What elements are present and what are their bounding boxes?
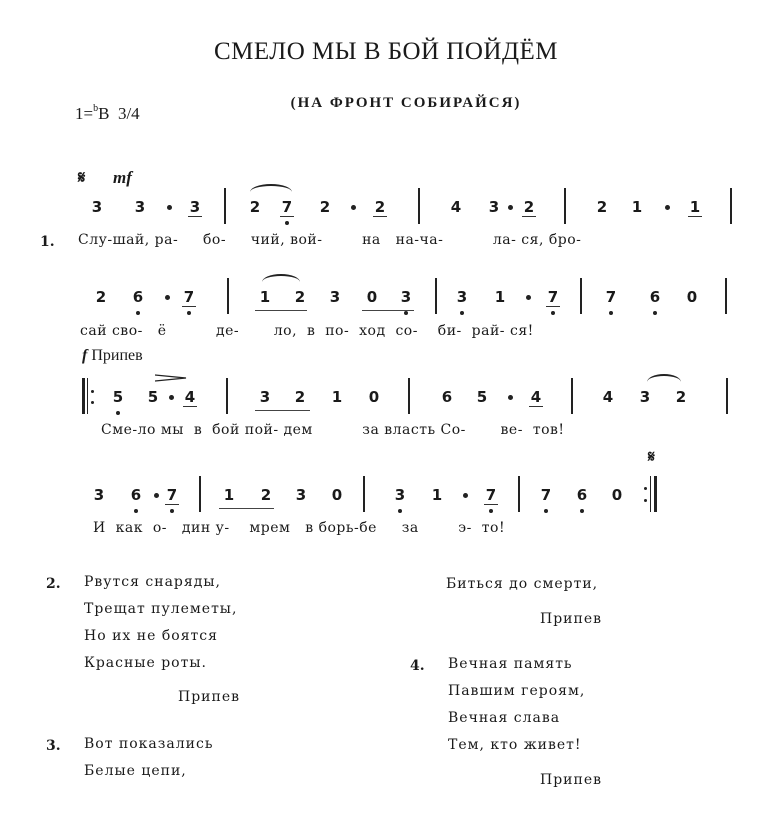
note: 0 xyxy=(331,486,343,504)
dynamic-mf: mf xyxy=(113,168,132,187)
lyrics-line-2: сай сво- ё де- ло, в по- ход со- би- рай- ся! xyxy=(80,323,534,339)
verse-line: Павшим героям, xyxy=(448,683,586,699)
beam-underline xyxy=(219,508,274,509)
lyrics-line-1: Слу-шай, ра- бо- чий, вой- на на-ча- ла- ся, бро- xyxy=(78,232,582,248)
note: 2 xyxy=(249,198,261,216)
barline xyxy=(571,378,573,414)
note: 3 xyxy=(639,388,651,406)
note: 7 xyxy=(547,288,559,306)
note: 2 xyxy=(523,198,535,216)
note: 3 xyxy=(91,198,103,216)
verse-line: Биться до смерти, xyxy=(446,576,599,592)
note: 3 xyxy=(93,486,105,504)
barline xyxy=(564,188,566,224)
note: 5 xyxy=(476,388,488,406)
augmentation-dot xyxy=(526,295,531,300)
note: 2 xyxy=(319,198,331,216)
notation-line-2 xyxy=(0,288,772,328)
augmentation-dot xyxy=(665,205,670,210)
note: 4 xyxy=(450,198,462,216)
verse-line: Красные роты. xyxy=(84,655,207,671)
barline xyxy=(408,378,410,414)
segno-icon: 𝄋 xyxy=(648,449,655,466)
note: 4 xyxy=(184,388,196,406)
verse-line: Вечная память xyxy=(448,656,573,672)
verse-4 xyxy=(448,651,585,759)
note: 1 xyxy=(631,198,643,216)
barline xyxy=(199,476,201,512)
verse-line: Белые цепи, xyxy=(84,763,187,779)
refrain-ref: Припев xyxy=(540,772,602,788)
accent-icon xyxy=(155,367,187,375)
note: 3 xyxy=(400,288,412,306)
note: 2 xyxy=(374,198,386,216)
dynamic-f: f xyxy=(82,347,88,364)
augmentation-dot xyxy=(463,493,468,498)
note: 2 xyxy=(596,198,608,216)
repeat-dot xyxy=(91,401,94,404)
note: 0 xyxy=(686,288,698,306)
note: 2 xyxy=(260,486,272,504)
note: 3 xyxy=(295,486,307,504)
verse-number-2: 2. xyxy=(46,576,61,592)
verse-3-continued xyxy=(446,571,598,598)
note: 2 xyxy=(95,288,107,306)
song-title: СМЕЛО МЫ В БОЙ ПОЙДЁМ xyxy=(213,38,559,65)
note: 3 xyxy=(456,288,468,306)
note: 1 xyxy=(494,288,506,306)
note: 1 xyxy=(223,486,235,504)
note: 2 xyxy=(294,288,306,306)
barline xyxy=(726,378,728,414)
verse-number-1: 1. xyxy=(40,234,55,250)
augmentation-dot xyxy=(508,395,513,400)
repeat-start-thin xyxy=(87,378,88,414)
lyrics-line-4: И как о- дин у- мрем в борь-бе за э- то! xyxy=(93,520,506,536)
flat-icon: b xyxy=(93,103,99,114)
augmentation-dot xyxy=(154,493,159,498)
repeat-end-thick xyxy=(654,476,657,512)
verse-line: Рвутся снаряды, xyxy=(84,574,221,590)
barline xyxy=(226,378,228,414)
note: 3 xyxy=(259,388,271,406)
verse-number-3: 3. xyxy=(46,738,61,754)
song-subtitle: (НА ФРОНТ СОБИРАЙСЯ) xyxy=(290,95,522,111)
repeat-dot xyxy=(91,390,94,393)
note: 3 xyxy=(134,198,146,216)
barline xyxy=(725,278,727,314)
beam-underline xyxy=(255,410,310,411)
verse-line: Но их не боятся xyxy=(84,628,218,644)
verse-line: Вот показались xyxy=(84,736,214,752)
note: 7 xyxy=(281,198,293,216)
augmentation-dot xyxy=(508,205,513,210)
augmentation-dot xyxy=(167,205,172,210)
key-signature xyxy=(75,103,140,124)
note: 1 xyxy=(331,388,343,406)
barline xyxy=(580,278,582,314)
note: 6 xyxy=(441,388,453,406)
note: 5 xyxy=(147,388,159,406)
note: 7 xyxy=(540,486,552,504)
note: 2 xyxy=(294,388,306,406)
verse-line: Тем, кто живет! xyxy=(448,737,582,753)
barline xyxy=(363,476,365,512)
repeat-end-thin xyxy=(650,476,651,512)
verse-3 xyxy=(84,731,213,785)
barline xyxy=(518,476,520,512)
key-prefix: 1= xyxy=(75,104,94,123)
barline xyxy=(227,278,229,314)
barline xyxy=(435,278,437,314)
key-note: B xyxy=(98,104,110,123)
beam-underline xyxy=(255,310,307,311)
verse-line: Вечная слава xyxy=(448,710,561,726)
note: 7 xyxy=(485,486,497,504)
note: 2 xyxy=(675,388,687,406)
repeat-start-thick xyxy=(82,378,85,414)
note: 5 xyxy=(112,388,124,406)
refrain-label: Припев xyxy=(91,347,143,364)
note: 7 xyxy=(605,288,617,306)
note: 6 xyxy=(132,288,144,306)
note: 6 xyxy=(649,288,661,306)
verse-line: Трещат пулеметы, xyxy=(84,601,238,617)
note: 6 xyxy=(130,486,142,504)
note: 0 xyxy=(611,486,623,504)
augmentation-dot xyxy=(169,395,174,400)
note: 1 xyxy=(689,198,701,216)
augmentation-dot xyxy=(351,205,356,210)
refrain-heading xyxy=(82,347,143,365)
note: 3 xyxy=(394,486,406,504)
note: 7 xyxy=(166,486,178,504)
barline xyxy=(224,188,226,224)
time-signature: 3/4 xyxy=(117,104,140,123)
note: 7 xyxy=(183,288,195,306)
note: 3 xyxy=(488,198,500,216)
note: 4 xyxy=(602,388,614,406)
repeat-dot xyxy=(644,487,647,490)
refrain-ref: Припев xyxy=(178,689,240,705)
note: 0 xyxy=(366,288,378,306)
verse-2 xyxy=(84,569,237,677)
repeat-dot xyxy=(644,499,647,502)
lyrics-line-3: Сме-ло мы в бой пой- дем за власть Со- ве- тов! xyxy=(101,422,565,438)
note: 4 xyxy=(530,388,542,406)
augmentation-dot xyxy=(165,295,170,300)
note: 1 xyxy=(431,486,443,504)
note: 1 xyxy=(259,288,271,306)
refrain-ref: Припев xyxy=(540,611,602,627)
note: 6 xyxy=(576,486,588,504)
note: 0 xyxy=(368,388,380,406)
segno-icon: 𝄋 xyxy=(78,168,86,187)
verse-number-4: 4. xyxy=(410,658,425,674)
note: 3 xyxy=(329,288,341,306)
note: 3 xyxy=(189,198,201,216)
barline xyxy=(730,188,732,224)
barline xyxy=(418,188,420,224)
